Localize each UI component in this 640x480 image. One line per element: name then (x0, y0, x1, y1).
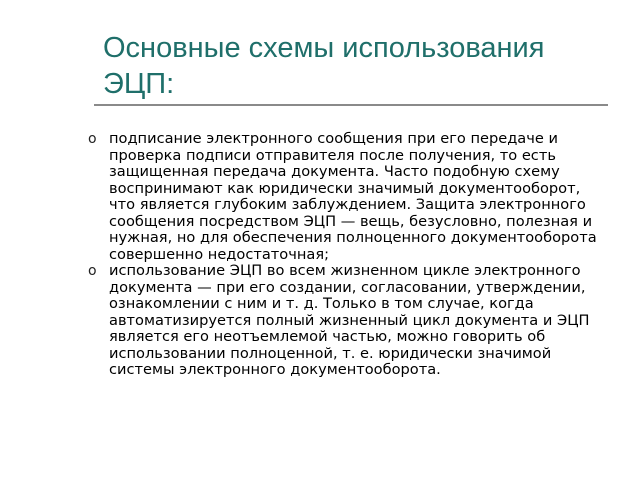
bullet-text-signing: подписание электронного сообщения при его передаче и проверка подписи отправителя после получения, то есть защищенная передача документа. Часто подобную схему воспринимают как юридически значимый документооборот, что является глубоким заблуждением. Защита электронного сообщения посредством ЭЦП — вещь, безусловно, полезная и нужная, но для обеспечения полноценного документооборота совершенно недостаточная; (109, 130, 597, 263)
bullet-list (88, 131, 608, 379)
bullet-item-signing (88, 131, 608, 263)
title-divider (94, 104, 608, 106)
hollow-circle-bullet-icon: o (88, 131, 97, 147)
bullet-text-lifecycle: использование ЭЦП во всем жизненном цикле электронного документа — при его создании, согласовании, утверждении, ознакомлении с ним и т. д. Только в том случае, когда автоматизируется полный жизненный цикл документа и ЭЦП является его неотъемлемой частью, можно говорить об использовании полноценной, т. е. юридически значимой системы электронного документооборота. (109, 262, 590, 378)
bullet-item-lifecycle (88, 263, 608, 379)
hollow-circle-bullet-icon: o (88, 263, 97, 279)
slide-title: Основные схемы использования ЭЦП: (103, 32, 545, 100)
